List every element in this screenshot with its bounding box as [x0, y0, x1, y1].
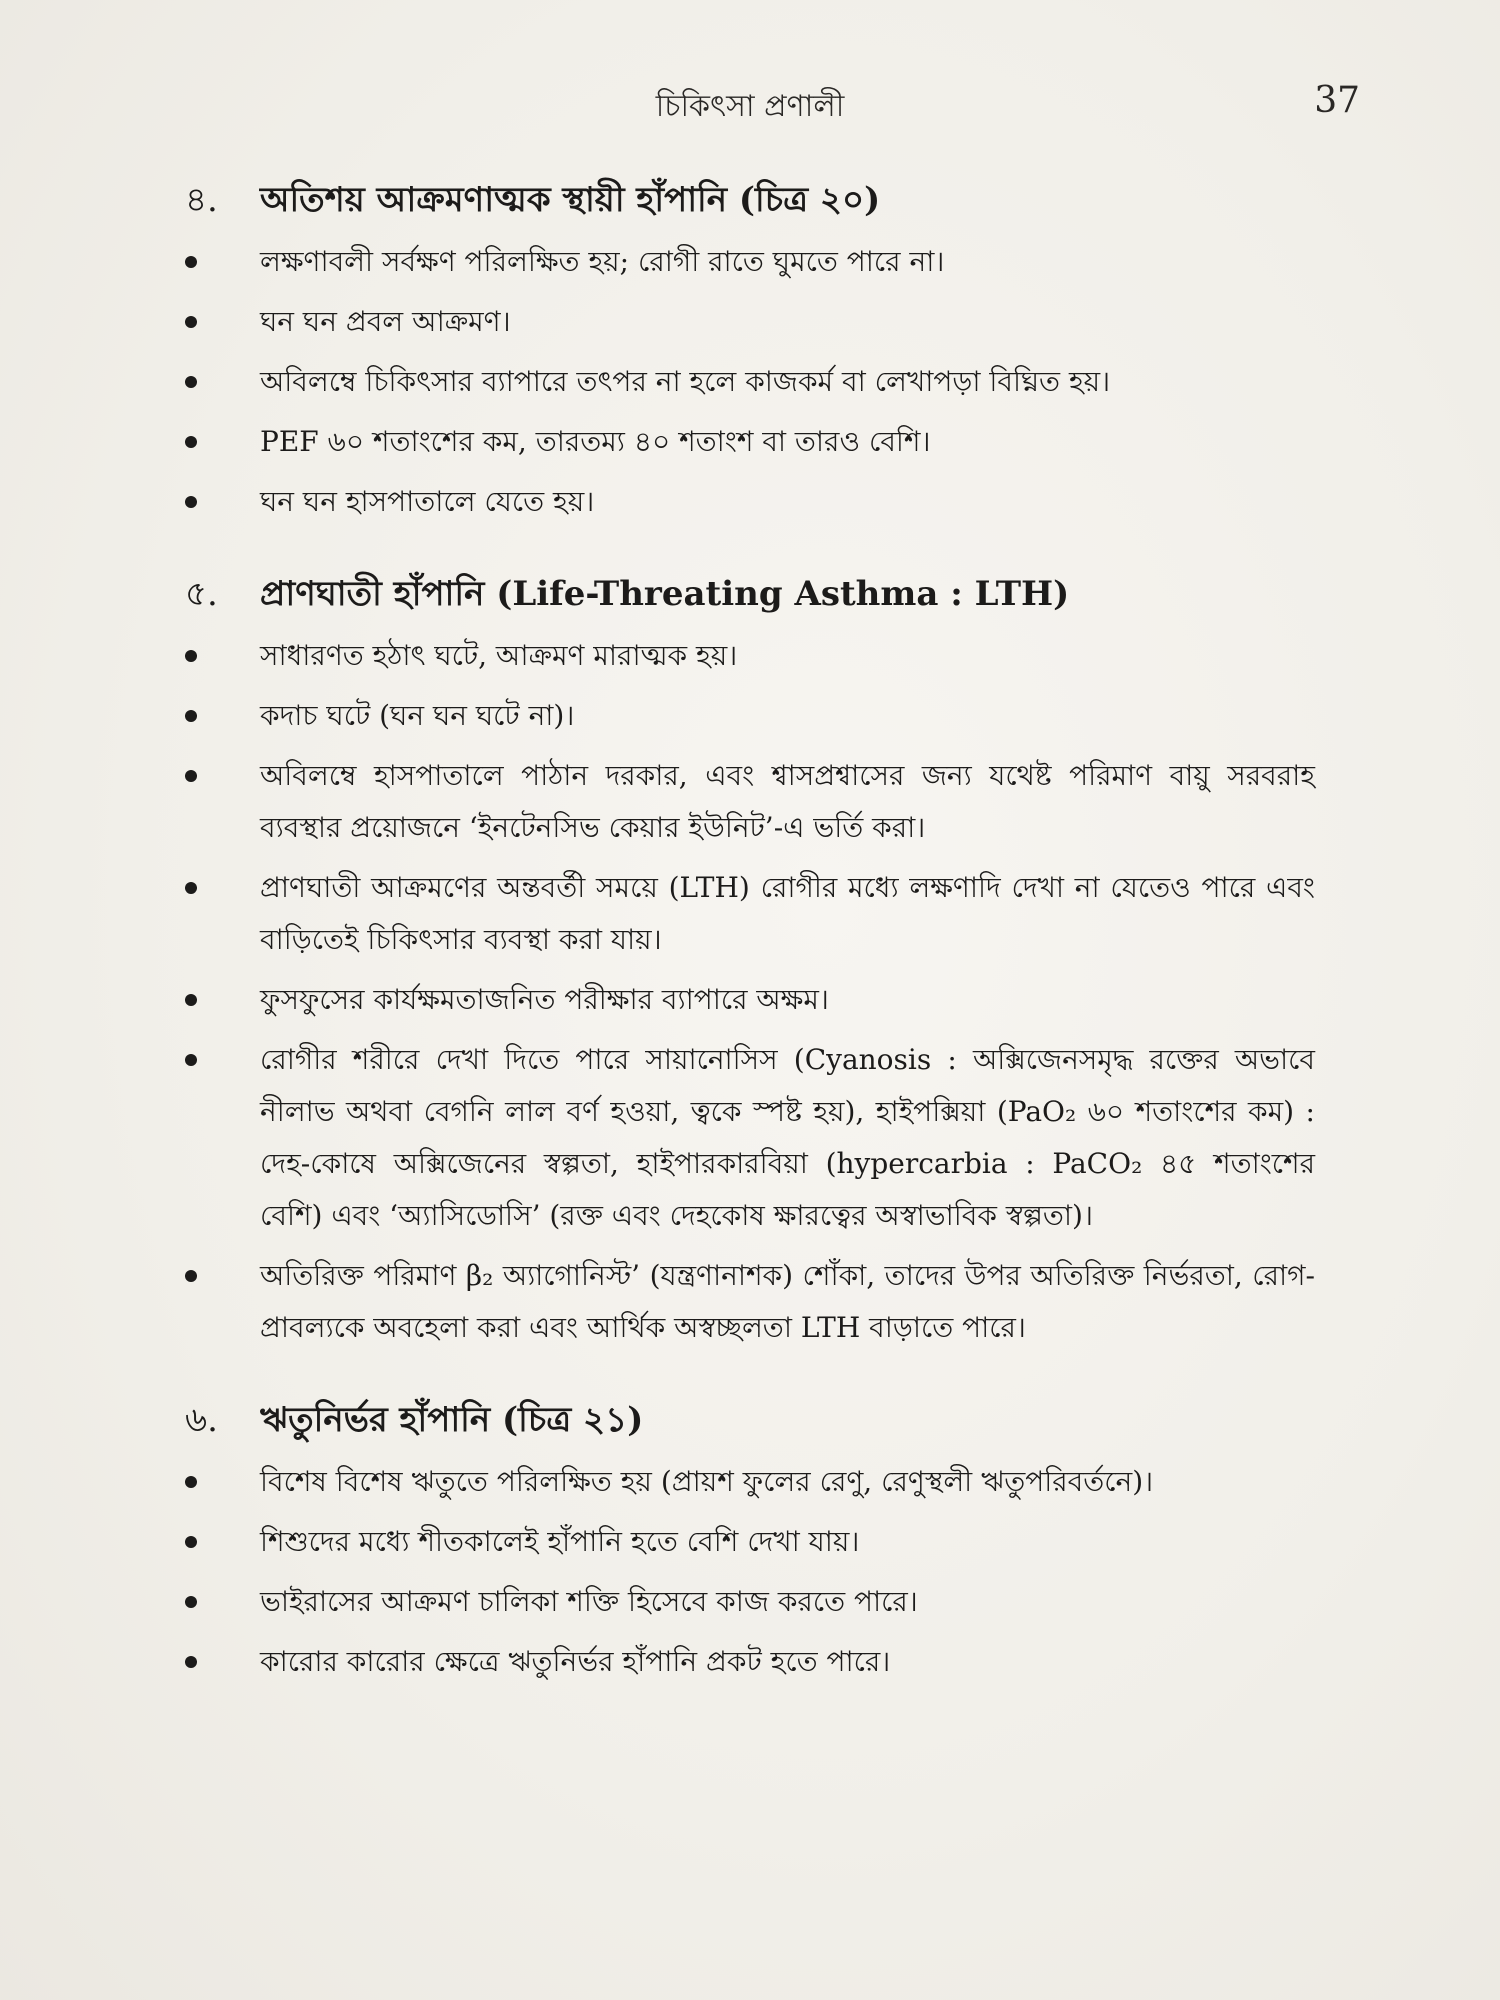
list-item-text: বিশেষ বিশেষ ঋতুতে পরিলক্ষিত হয় (প্রায়শ ফুলের রেণু, রেণুস্থলী ঋতুপরিবর্তনে)।: [260, 1465, 1154, 1498]
list-item: [185, 296, 1315, 348]
list-item: [185, 1250, 1315, 1354]
list-item-text: রোগীর শরীরে দেখা দিতে পারে সায়ানোসিস (Cyanosis : অক্সিজেনসমৃদ্ধ রক্তের অভাবে নীলাভ অথবা বেগনি লাল বর্ণ হওয়া, ত্বকে স্পষ্ট হয়), হাইপক্সিয়া (PaO₂ ৬০ শতাংশের কম) : দেহ-কোষে অক্সিজেনের স্বল্পতা, হাইপারকারবিয়া (hypercarbia : PaCO₂ ৪৫ শতাংশের বেশি) এবং ‘অ্যাসিডোসি’ (রক্ত এবং দেহকোষ ক্ষারত্বের অস্বাভাবিক স্বল্পতা)।: [260, 1043, 1315, 1232]
list-item-text: ঘন ঘন হাসপাতালে যেতে হয়।: [260, 485, 595, 518]
section-title: ঋতুনির্ভর হাঁপানি (চিত্র ২১): [260, 1400, 644, 1440]
section-heading: [185, 178, 1315, 222]
list-item: [185, 236, 1315, 288]
section-number: ৪.: [185, 180, 218, 220]
list-item-text: অবিলম্বে হাসপাতালে পাঠান দরকার, এবং শ্বাসপ্রশ্বাসের জন্য যথেষ্ট পরিমাণ বায়ু সরবরাহ ব্যবস্থার প্রয়োজনে ‘ইনটেনসিভ কেয়ার ইউনিট’-এ ভর্তি করা।: [260, 759, 1315, 844]
bullet-icon: [185, 1250, 260, 1302]
list-item-text: প্রাণঘাতী আক্রমণের অন্তবর্তী সময়ে (LTH) রোগীর মধ্যে লক্ষণাদি দেখা না যেতেও পারে এবং বাড়িতেই চিকিৎসার ব্যবস্থা করা যায়।: [260, 871, 1315, 956]
list-item-text: অতিরিক্ত পরিমাণ β₂ অ্যাগোনিস্ট’ (যন্ত্রণানাশক) শোঁকা, তাদের উপর অতিরিক্ত নির্ভরতা, রোগ-প্রাবল্যকে অবহেলা করা এবং আর্থিক অস্বচ্ছলতা LTH বাড়াতে পারে।: [260, 1259, 1315, 1344]
bullet-icon: [185, 974, 260, 1026]
bullet-icon: [185, 750, 260, 802]
page-content: [185, 178, 1315, 1732]
list-item: [185, 862, 1315, 966]
section-persistent-severe-asthma: [185, 178, 1315, 528]
list-item: [185, 1576, 1315, 1628]
list-item: [185, 630, 1315, 682]
bullet-icon: [185, 356, 260, 408]
bullet-icon: [185, 296, 260, 348]
section-heading: [185, 572, 1315, 616]
list-item-text: অবিলম্বে চিকিৎসার ব্যাপারে তৎপর না হলে কাজকর্ম বা লেখাপড়া বিঘ্নিত হয়।: [260, 365, 1111, 398]
list-item-text: ভাইরাসের আক্রমণ চালিকা শক্তি হিসেবে কাজ করতে পারে।: [260, 1585, 918, 1618]
section-heading: [185, 1398, 1315, 1442]
list-item: [185, 1516, 1315, 1568]
bullet-icon: [185, 690, 260, 742]
list-item: [185, 1636, 1315, 1688]
list-item: [185, 1456, 1315, 1508]
list-item-text: শিশুদের মধ্যে শীতকালেই হাঁপানি হতে বেশি দেখা যায়।: [260, 1525, 860, 1558]
running-header: চিকিৎসা প্রণালী: [655, 89, 845, 124]
section-seasonal-asthma: [185, 1398, 1315, 1688]
bullet-icon: [185, 476, 260, 528]
bullet-list: [185, 236, 1315, 528]
bullet-icon: [185, 1456, 260, 1508]
bullet-icon: [185, 862, 260, 914]
bullet-icon: [185, 1636, 260, 1688]
page-number: 37: [1314, 80, 1360, 121]
section-life-threatening-asthma: [185, 572, 1315, 1354]
bullet-list: [185, 630, 1315, 1354]
bullet-icon: [185, 1034, 260, 1086]
section-title: প্রাণঘাতী হাঁপানি (Life-Threating Asthma : LTH): [260, 574, 1070, 614]
list-item: [185, 1034, 1315, 1242]
list-item: [185, 690, 1315, 742]
list-item-text: সাধারণত হঠাৎ ঘটে, আক্রমণ মারাত্মক হয়।: [260, 639, 738, 672]
list-item-text: কদাচ ঘটে (ঘন ঘন ঘটে না)।: [260, 699, 575, 732]
list-item-text: লক্ষণাবলী সর্বক্ষণ পরিলক্ষিত হয়; রোগী রাতে ঘুমতে পারে না।: [260, 245, 945, 278]
list-item: [185, 416, 1315, 468]
bullet-icon: [185, 1576, 260, 1628]
bullet-icon: [185, 236, 260, 288]
bullet-icon: [185, 416, 260, 468]
bullet-icon: [185, 630, 260, 682]
list-item: [185, 476, 1315, 528]
section-number: ৫.: [185, 574, 218, 614]
section-number: ৬.: [185, 1400, 218, 1440]
list-item-text: PEF ৬০ শতাংশের কম, তারতম্য ৪০ শতাংশ বা তারও বেশি।: [260, 425, 931, 458]
list-item: [185, 974, 1315, 1026]
list-item: [185, 356, 1315, 408]
bullet-list: [185, 1456, 1315, 1688]
section-title: অতিশয় আক্রমণাত্মক স্থায়ী হাঁপানি (চিত্র ২০): [260, 180, 881, 220]
list-item-text: ঘন ঘন প্রবল আক্রমণ।: [260, 305, 511, 338]
bullet-icon: [185, 1516, 260, 1568]
list-item: [185, 750, 1315, 854]
list-item-text: ফুসফুসের কার্যক্ষমতাজনিত পরীক্ষার ব্যাপারে অক্ষম।: [260, 983, 829, 1016]
list-item-text: কারোর কারোর ক্ষেত্রে ঋতুনির্ভর হাঁপানি প্রকট হতে পারে।: [260, 1645, 891, 1678]
